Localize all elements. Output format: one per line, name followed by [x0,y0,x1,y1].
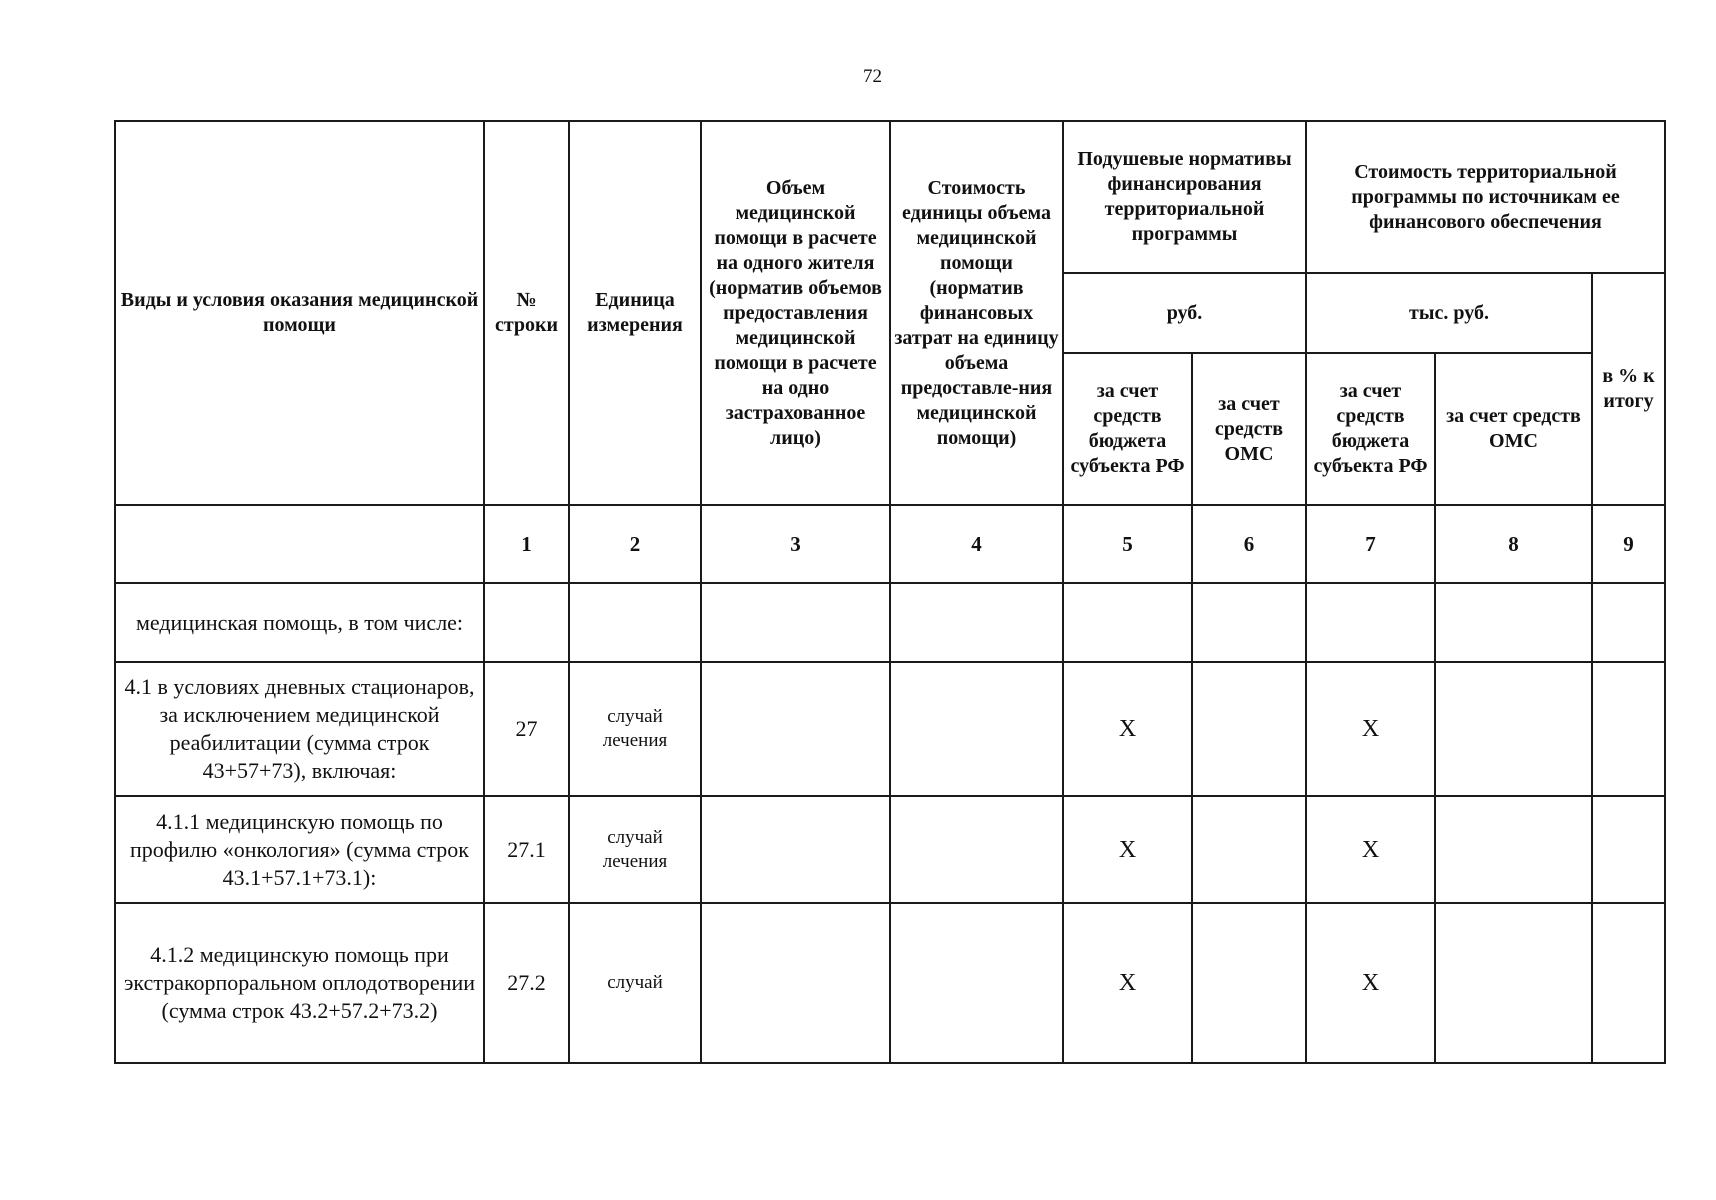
table-row [115,796,1665,903]
cell-c9 [1592,903,1665,1063]
row-number: 27 [484,662,569,796]
cell-c8 [1435,903,1592,1063]
cell-c7 [1306,583,1435,662]
cell-c8 [1435,796,1592,903]
page-number: 72 [863,66,882,87]
colnum-cell [115,505,484,583]
row-number: 27.1 [484,796,569,903]
header-pct-total: в % к итогу [1592,273,1665,505]
cell-c9 [1592,662,1665,796]
cell-c6 [1192,583,1306,662]
cell-c9 [1592,796,1665,903]
header-budget-rub: за счет средств бюджета субъекта РФ [1063,353,1192,505]
colnum-cell: 5 [1063,505,1192,583]
header-oms-thous: за счет средств ОМС [1435,353,1592,505]
cell-c7: X [1306,796,1435,903]
column-numbers-row [115,505,1665,583]
header-cost: Стоимость единицы объема медицинской помощи (норматив финансовых затрат на единицу объема предоставле-ния медицинской помощи) [890,121,1063,505]
table-row [115,583,1665,662]
colnum-cell: 9 [1592,505,1665,583]
header-thous-rub: тыс. руб. [1306,273,1592,353]
cell-c5: X [1063,796,1192,903]
row-unit: случай [569,903,701,1063]
colnum-cell: 7 [1306,505,1435,583]
row-label: 4.1 в условиях дневных стационаров, за исключением медицинской реабилитации (сумма строк 43+57+73), включая: [115,662,484,796]
cell-c5: X [1063,903,1192,1063]
cell-c8 [1435,583,1592,662]
cell-c9 [1592,583,1665,662]
cell-c6 [1192,903,1306,1063]
header-volume: Объем медицинской помощи в расчете на одного жителя (норматив объемов предоставления медицинской помощи в расчете на одно застрахованное лицо) [701,121,890,505]
colnum-cell: 1 [484,505,569,583]
header-unit: Единица измерения [569,121,701,505]
cell-c3 [701,796,890,903]
row-label: 4.1.1 медицинскую помощь по профилю «онкология» (сумма строк 43.1+57.1+73.1): [115,796,484,903]
cell-c3 [701,903,890,1063]
colnum-cell: 4 [890,505,1063,583]
header-percapita: Подушевые нормативы финансирования территориальной программы [1063,121,1306,273]
cell-c4 [890,662,1063,796]
cell-c7: X [1306,662,1435,796]
row-unit: случай лечения [569,662,701,796]
row-unit [569,583,701,662]
cell-c6 [1192,662,1306,796]
row-number: 27.2 [484,903,569,1063]
header-row-no: № строки [484,121,569,505]
colnum-cell: 2 [569,505,701,583]
cell-c6 [1192,796,1306,903]
cell-c5: X [1063,662,1192,796]
row-label: медицинская помощь, в том числе: [115,583,484,662]
colnum-cell: 8 [1435,505,1592,583]
row-number [484,583,569,662]
colnum-cell: 6 [1192,505,1306,583]
row-unit: случай лечения [569,796,701,903]
cell-c3 [701,662,890,796]
cell-c7: X [1306,903,1435,1063]
cell-c8 [1435,662,1592,796]
header-rub: руб. [1063,273,1306,353]
financing-table [114,120,1666,1064]
cell-c4 [890,796,1063,903]
table-row [115,662,1665,796]
header-program-cost: Стоимость территориальной программы по источникам ее финансового обеспечения [1306,121,1665,273]
table-row [115,903,1665,1063]
cell-c4 [890,583,1063,662]
row-label: 4.1.2 медицинскую помощь при экстракорпоральном оплодотворении (сумма строк 43.2+57.2+73.2) [115,903,484,1063]
colnum-cell: 3 [701,505,890,583]
cell-c4 [890,903,1063,1063]
cell-c5 [1063,583,1192,662]
header-budget-thous: за счет средств бюджета субъекта РФ [1306,353,1435,505]
header-type: Виды и условия оказания медицинской помощи [115,121,484,505]
header-oms-rub: за счет средств ОМС [1192,353,1306,505]
cell-c3 [701,583,890,662]
